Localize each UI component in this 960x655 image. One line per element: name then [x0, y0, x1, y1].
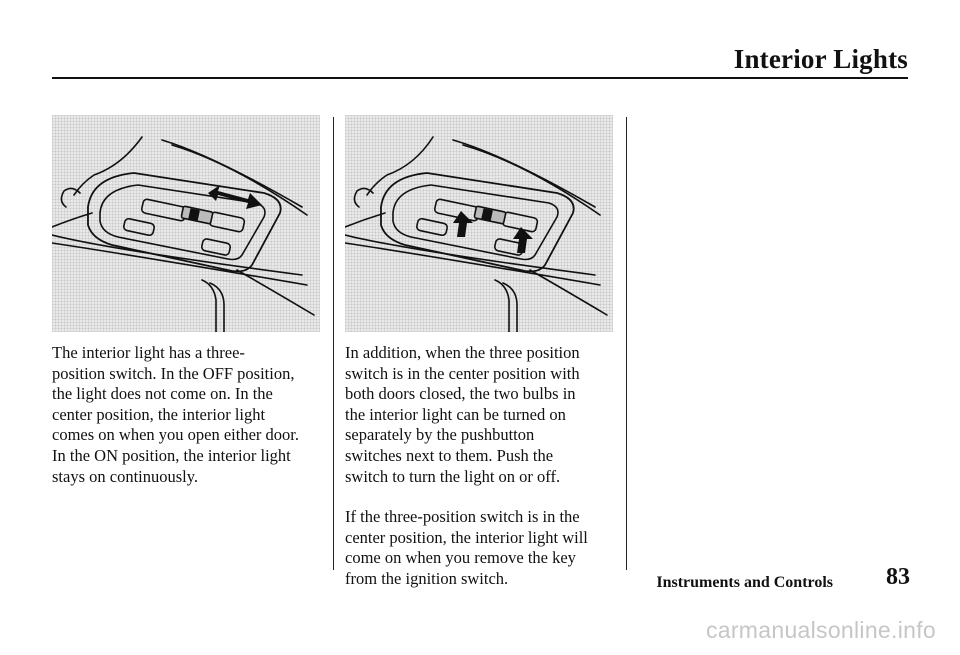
page-number: 83	[886, 564, 910, 590]
text-line: separately by the pushbutton	[345, 425, 535, 445]
watermark: carmanualsonline.info	[705, 617, 936, 643]
page-title: Interior Lights	[733, 44, 908, 74]
text-line: stays on continuously.	[52, 466, 199, 486]
column-divider-left	[333, 117, 334, 570]
text-line: both doors closed, the two bulbs in	[345, 384, 576, 404]
footer-section-title: Instruments and Controls	[656, 574, 833, 591]
pushbutton-switches-illustration	[345, 115, 613, 332]
text-line: The interior light has a three-	[52, 343, 245, 362]
text-line: the interior light can be turned on	[345, 404, 566, 424]
text-line: from the ignition switch.	[345, 568, 509, 588]
text-line: If the three-position switch is in the	[345, 507, 580, 527]
paragraph	[345, 343, 588, 487]
text-line: comes on when you open either door.	[52, 425, 299, 445]
text-line: the light does not come on. In the	[52, 384, 273, 404]
text-line: switch to turn the light on or off.	[345, 466, 561, 486]
text-line: switches next to them. Push the	[345, 445, 554, 465]
left-column-text	[52, 343, 299, 487]
text-line: In the ON position, the interior light	[52, 445, 291, 465]
column-divider-right	[626, 117, 627, 570]
paragraph	[345, 507, 588, 589]
text-line: switch is in the center position with	[345, 363, 580, 383]
text-line: In addition, when the three position	[345, 343, 580, 362]
middle-column-text	[345, 343, 588, 590]
text-line: center position, the interior light will	[345, 527, 588, 547]
header-rule	[52, 77, 908, 79]
text-line: center position, the interior light	[52, 404, 266, 424]
text-line: position switch. In the OFF position,	[52, 363, 295, 383]
interior-light-switch-illustration	[52, 115, 320, 332]
text-line: come on when you remove the key	[345, 548, 576, 568]
